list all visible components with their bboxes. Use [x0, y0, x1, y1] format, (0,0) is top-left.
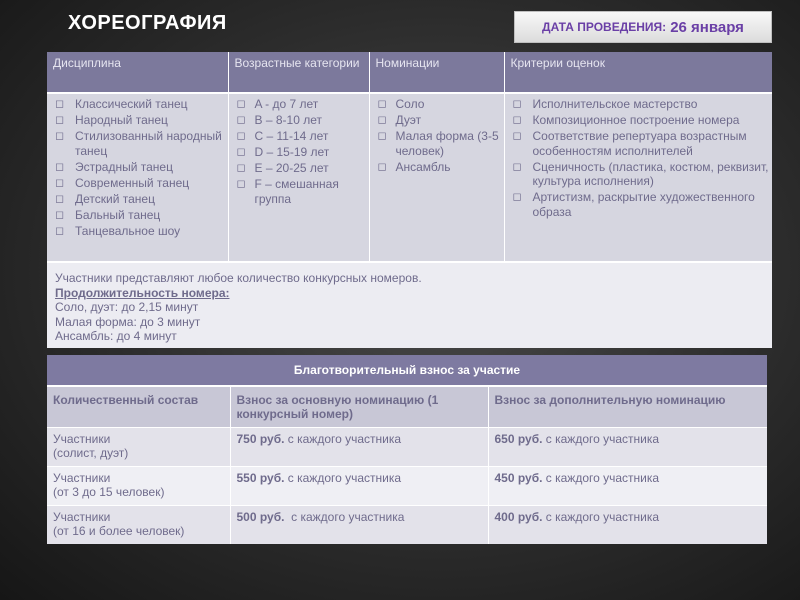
- list-item: [509, 129, 770, 158]
- criteria-list: [509, 97, 770, 219]
- list-item: [374, 97, 501, 112]
- list-item: [51, 97, 225, 112]
- list-item: [374, 113, 501, 128]
- age-categories-list: [233, 97, 366, 206]
- main-fee-price: 750 руб.: [236, 432, 285, 446]
- checkbox-bullet-icon: ◻: [236, 114, 246, 126]
- discipline-label: Бальный танец: [75, 207, 161, 222]
- table-row: [47, 506, 767, 545]
- fee-table-title: Благотворительный взнос за участие: [47, 355, 767, 386]
- checkbox-bullet-icon: ◻: [512, 98, 522, 110]
- column-header-age-categories: Возрастные категории: [228, 52, 369, 93]
- checkbox-bullet-icon: ◻: [236, 98, 246, 110]
- checkbox-bullet-icon: ◻: [512, 114, 522, 126]
- disciplines-table-header: [47, 52, 772, 93]
- checkbox-bullet-icon: ◻: [236, 130, 246, 142]
- column-header-nominations: Номинации: [369, 52, 504, 93]
- list-item: [233, 161, 366, 176]
- age-category-label: D – 15-19 лет: [254, 145, 330, 159]
- extra-fee-suffix: с каждого участника: [542, 432, 660, 446]
- list-item: [51, 129, 225, 158]
- discipline-list: [51, 97, 225, 238]
- list-item: [233, 177, 366, 206]
- column-header-main-fee: Взнос за основную номинацию (1 конкурсный номер): [230, 386, 488, 428]
- list-item: [233, 129, 366, 144]
- criterion-label: Артистизм, раскрытие художественного образа: [532, 190, 755, 219]
- duration-ensemble: Ансамбль: до 4 минут: [55, 329, 177, 343]
- group-size-line2: (солист, дуэт): [53, 446, 129, 460]
- group-size-line1: Участники: [53, 510, 111, 524]
- duration-heading: Продолжительность номера:: [55, 285, 230, 300]
- extra-fee-cell: [488, 506, 767, 545]
- checkbox-bullet-icon: ◻: [377, 160, 387, 173]
- nomination-label: Ансамбль: [395, 159, 451, 174]
- extra-fee-suffix: с каждого участника: [542, 471, 660, 485]
- main-fee-cell: [230, 428, 488, 467]
- age-categories-cell: [228, 93, 369, 262]
- main-fee-suffix: с каждого участника: [284, 432, 402, 446]
- duration-solo: Соло, дуэт: до 2,15 минут: [55, 300, 199, 314]
- checkbox-bullet-icon: ◻: [55, 192, 65, 205]
- criteria-cell: [504, 93, 772, 262]
- fee-table-header: [47, 386, 767, 428]
- table-row: [47, 467, 767, 506]
- disciplines-table: [47, 52, 772, 348]
- list-item: [51, 208, 225, 223]
- group-size-line1: Участники: [53, 432, 111, 446]
- main-fee-suffix: с каждого участника: [284, 471, 402, 485]
- column-header-discipline: Дисциплина: [47, 52, 228, 93]
- discipline-label: Классический танец: [75, 97, 188, 111]
- age-category-label: E – 20-25 лет: [254, 161, 329, 175]
- list-item: [51, 192, 225, 207]
- age-category-label: F – смешанная группа: [254, 177, 339, 206]
- duration-small-form: Малая форма: до 3 минут: [55, 314, 201, 329]
- discipline-label: Стилизованный народный танец: [75, 129, 222, 158]
- list-item: [509, 113, 770, 128]
- nominations-cell: [369, 93, 504, 262]
- criterion-label: Композиционное построение номера: [532, 113, 740, 127]
- group-size-line2: (от 3 до 15 человек): [53, 485, 165, 499]
- duration-info-cell: [47, 262, 772, 348]
- list-item: [233, 97, 366, 112]
- criterion-label: Соответствие репертуара возрастным особенностям исполнителей: [532, 129, 747, 158]
- checkbox-bullet-icon: ◻: [236, 162, 246, 174]
- list-item: [509, 160, 770, 189]
- checkbox-bullet-icon: ◻: [377, 114, 387, 126]
- main-fee-cell: [230, 506, 488, 545]
- disciplines-table-body-row: [47, 93, 772, 262]
- checkbox-bullet-icon: ◻: [236, 146, 246, 158]
- discipline-label: Эстрадный танец: [75, 159, 173, 174]
- fee-table-banner-row: [47, 355, 767, 386]
- column-header-group-size: Количественный состав: [47, 386, 230, 428]
- extra-fee-cell: [488, 467, 767, 506]
- extra-fee-cell: [488, 428, 767, 467]
- checkbox-bullet-icon: ◻: [512, 160, 522, 173]
- column-header-criteria: Критерии оценок: [504, 52, 772, 93]
- age-category-label: B – 8-10 лет: [254, 113, 322, 127]
- list-item: [233, 145, 366, 160]
- table-row: [47, 428, 767, 467]
- group-size-cell: [47, 428, 230, 467]
- list-item: [374, 160, 501, 175]
- main-fee-suffix: с каждого участника: [284, 510, 405, 524]
- criterion-label: Сценичность (пластика, костюм, реквизит, культура исполнения): [532, 159, 769, 188]
- nomination-label: Дуэт: [395, 113, 422, 127]
- main-fee-price: 550 руб.: [236, 471, 285, 485]
- checkbox-bullet-icon: ◻: [377, 98, 387, 110]
- checkbox-bullet-icon: ◻: [55, 208, 65, 221]
- discipline-label: Современный танец: [75, 175, 190, 190]
- main-fee-cell: [230, 467, 488, 506]
- column-header-extra-fee: Взнос за дополнительную номинацию: [488, 386, 767, 428]
- extra-fee-price: 650 руб.: [494, 432, 543, 446]
- group-size-line1: Участники: [53, 471, 111, 485]
- checkbox-bullet-icon: ◻: [55, 130, 65, 142]
- list-item: [51, 113, 225, 128]
- discipline-label: Танцевальное шоу: [75, 223, 181, 238]
- list-item: [51, 160, 225, 175]
- participants-note: Участники представляют любое количество конкурсных номеров.: [55, 271, 422, 285]
- main-fee-price: 500 руб.: [236, 510, 285, 524]
- event-date-badge: [514, 11, 772, 43]
- checkbox-bullet-icon: ◻: [377, 130, 387, 142]
- group-size-cell: [47, 467, 230, 506]
- extra-fee-price: 400 руб.: [494, 510, 543, 524]
- event-date-label: ДАТА ПРОВЕДЕНИЯ:: [542, 20, 667, 34]
- checkbox-bullet-icon: ◻: [55, 176, 65, 189]
- checkbox-bullet-icon: ◻: [55, 114, 65, 126]
- discipline-list-cell: [47, 93, 228, 262]
- extra-fee-price: 450 руб.: [494, 471, 543, 485]
- event-date-value: 26 января: [670, 18, 744, 36]
- group-size-cell: [47, 506, 230, 545]
- discipline-label: Народный танец: [75, 113, 168, 127]
- group-size-line2: (от 16 и более человек): [53, 524, 185, 538]
- criterion-label: Исполнительское мастерство: [532, 97, 698, 111]
- list-item: [509, 97, 770, 112]
- checkbox-bullet-icon: ◻: [512, 191, 522, 203]
- fee-table: [47, 355, 767, 544]
- page-title: ХОРЕОГРАФИЯ: [68, 12, 227, 34]
- list-item: [509, 190, 770, 219]
- age-category-label: C – 11-14 лет: [254, 129, 329, 143]
- extra-fee-suffix: с каждого участника: [542, 510, 660, 524]
- nomination-label: Соло: [395, 97, 425, 111]
- nominations-list: [374, 97, 501, 174]
- discipline-label: Детский танец: [75, 191, 155, 206]
- duration-info-row: [47, 262, 772, 348]
- list-item: [51, 176, 225, 191]
- list-item: [374, 129, 501, 158]
- age-category-label: A - до 7 лет: [254, 97, 319, 111]
- nomination-label: Малая форма (3-5 человек): [395, 129, 499, 158]
- checkbox-bullet-icon: ◻: [512, 130, 522, 142]
- checkbox-bullet-icon: ◻: [55, 224, 65, 237]
- checkbox-bullet-icon: ◻: [236, 178, 246, 190]
- list-item: [51, 224, 225, 239]
- checkbox-bullet-icon: ◻: [55, 98, 65, 110]
- list-item: [233, 113, 366, 128]
- checkbox-bullet-icon: ◻: [55, 160, 65, 173]
